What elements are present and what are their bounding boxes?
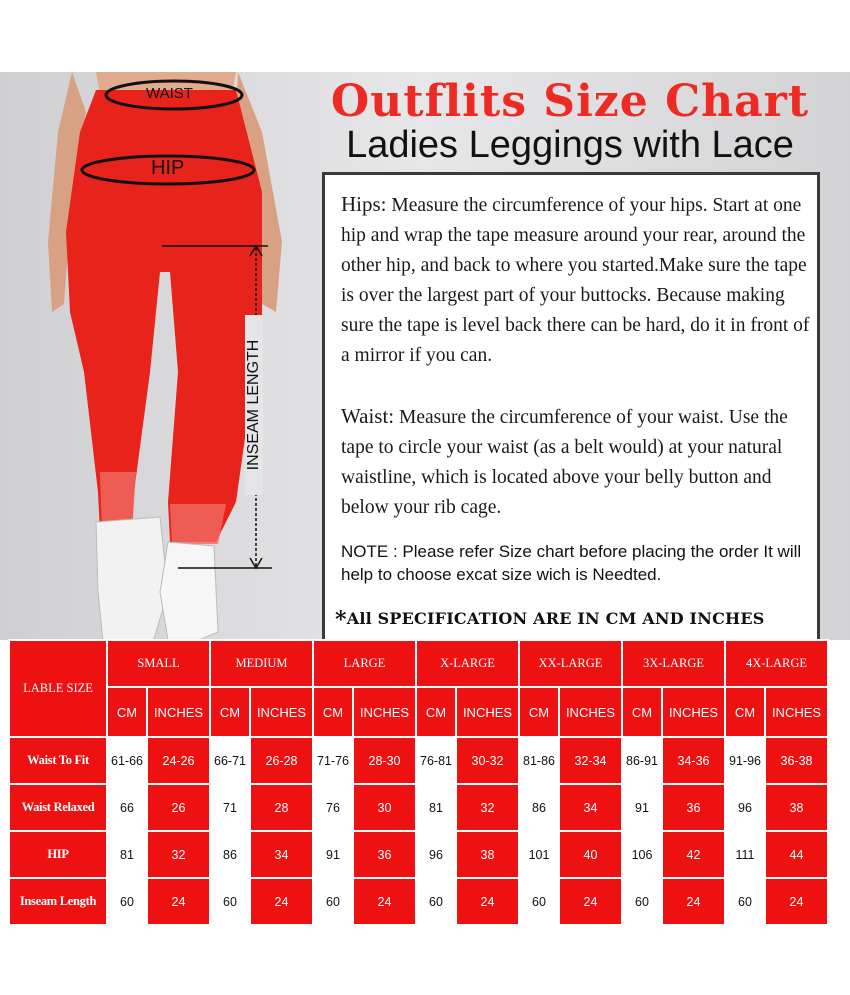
corner-label: LABLE SIZE [9, 640, 107, 737]
cell-cm: 60 [107, 878, 147, 925]
cell-cm: 81 [107, 831, 147, 878]
waist-term: Waist: [341, 404, 395, 428]
unit-inches: INCHES [559, 687, 622, 737]
cell-cm: 71-76 [313, 737, 353, 784]
cell-inches: 38 [765, 784, 828, 831]
cell-cm: 91-96 [725, 737, 765, 784]
right-shoe [160, 542, 218, 640]
unit-cm: CM [416, 687, 456, 737]
cell-inches: 38 [456, 831, 519, 878]
cell-cm: 81 [416, 784, 456, 831]
cell-inches: 34-36 [662, 737, 725, 784]
cell-inches: 24 [765, 878, 828, 925]
row-label: Waist Relaxed [9, 784, 107, 831]
unit-inches: INCHES [250, 687, 313, 737]
cell-inches: 30 [353, 784, 416, 831]
waist-text: Measure the circumference of your waist. Use the tape to circle your waist (as a belt would) at your natural waistline, which is located above your belly button and below your rib cage. [341, 407, 788, 518]
cell-cm: 96 [416, 831, 456, 878]
cell-inches: 26 [147, 784, 210, 831]
right-lace [170, 504, 226, 544]
cell-cm: 106 [622, 831, 662, 878]
unit-cm: CM [725, 687, 765, 737]
cell-cm: 66-71 [210, 737, 250, 784]
page-title: Outflits Size Chart [330, 76, 810, 127]
cell-inches: 30-32 [456, 737, 519, 784]
unit-inches: INCHES [353, 687, 416, 737]
inseam-label: INSEAM LENGTH [245, 315, 263, 495]
table-row [9, 831, 828, 878]
cell-cm: 66 [107, 784, 147, 831]
cell-cm: 91 [313, 831, 353, 878]
cell-inches: 24-26 [147, 737, 210, 784]
cell-inches: 44 [765, 831, 828, 878]
waist-instructions [341, 401, 811, 523]
cell-cm: 60 [416, 878, 456, 925]
hips-term: Hips: [341, 192, 387, 216]
cell-inches: 24 [147, 878, 210, 925]
unit-inches: INCHES [456, 687, 519, 737]
cell-inches: 34 [250, 831, 313, 878]
cell-inches: 24 [456, 878, 519, 925]
hips-instructions [341, 189, 811, 371]
cell-cm: 60 [519, 878, 559, 925]
hips-text: Measure the circumference of your hips. Start at one hip and wrap the tape measure around your rear, around the other hip, and back to where you started.Make sure the tape is over the largest part of your buttocks. Because making sure the tape is level back there can be hard, do it in front of a mirror if you can. [341, 195, 810, 366]
left-shoe [96, 517, 168, 640]
cell-cm: 86 [519, 784, 559, 831]
cell-cm: 61-66 [107, 737, 147, 784]
cell-inches: 32 [456, 784, 519, 831]
waist-label: WAIST [146, 85, 193, 102]
unit-cm: CM [519, 687, 559, 737]
cell-cm: 76 [313, 784, 353, 831]
cell-cm: 71 [210, 784, 250, 831]
order-note: NOTE : Please refer Size chart before placing the order It will help to choose excat size wich is Needted. [341, 542, 802, 584]
size-header: XX-LARGE [519, 640, 622, 687]
cell-inches: 24 [353, 878, 416, 925]
cell-cm: 81-86 [519, 737, 559, 784]
cell-cm: 96 [725, 784, 765, 831]
cell-cm: 60 [725, 878, 765, 925]
spec-text: All SPECIFICATION ARE IN CM AND INCHES [346, 609, 765, 628]
cell-cm: 91 [622, 784, 662, 831]
table-row [9, 878, 828, 925]
cell-inches: 24 [250, 878, 313, 925]
cell-cm: 60 [313, 878, 353, 925]
size-header: LARGE [313, 640, 416, 687]
unit-inches: INCHES [147, 687, 210, 737]
cell-cm: 101 [519, 831, 559, 878]
spec-star: * [335, 607, 347, 633]
size-header: 3X-LARGE [622, 640, 725, 687]
unit-cm: CM [107, 687, 147, 737]
size-header: SMALL [107, 640, 210, 687]
measurement-info-box [322, 172, 820, 640]
page-subtitle: Ladies Leggings with Lace [346, 124, 794, 166]
cell-inches: 36 [662, 784, 725, 831]
table-row [9, 784, 828, 831]
cell-inches: 28 [250, 784, 313, 831]
cell-inches: 36-38 [765, 737, 828, 784]
size-header: X-LARGE [416, 640, 519, 687]
cell-inches: 24 [559, 878, 622, 925]
cell-cm: 76-81 [416, 737, 456, 784]
cell-inches: 40 [559, 831, 622, 878]
cell-cm: 111 [725, 831, 765, 878]
cell-cm: 86 [210, 831, 250, 878]
size-header: 4X-LARGE [725, 640, 828, 687]
size-chart-table [8, 639, 829, 926]
unit-inches: INCHES [662, 687, 725, 737]
row-label: HIP [9, 831, 107, 878]
cell-inches: 24 [662, 878, 725, 925]
cell-cm: 60 [622, 878, 662, 925]
size-header: MEDIUM [210, 640, 313, 687]
unit-cm: CM [313, 687, 353, 737]
cell-inches: 32 [147, 831, 210, 878]
hip-label: HIP [151, 157, 185, 179]
cell-cm: 86-91 [622, 737, 662, 784]
cell-inches: 26-28 [250, 737, 313, 784]
cell-cm: 60 [210, 878, 250, 925]
cell-inches: 42 [662, 831, 725, 878]
row-label: Waist To Fit [9, 737, 107, 784]
cell-inches: 34 [559, 784, 622, 831]
table-row [9, 737, 828, 784]
unit-cm: CM [210, 687, 250, 737]
row-label: Inseam Length [9, 878, 107, 925]
unit-cm: CM [622, 687, 662, 737]
cell-inches: 28-30 [353, 737, 416, 784]
cell-inches: 36 [353, 831, 416, 878]
cell-inches: 32-34 [559, 737, 622, 784]
unit-inches: INCHES [765, 687, 828, 737]
specification-note [335, 607, 815, 633]
